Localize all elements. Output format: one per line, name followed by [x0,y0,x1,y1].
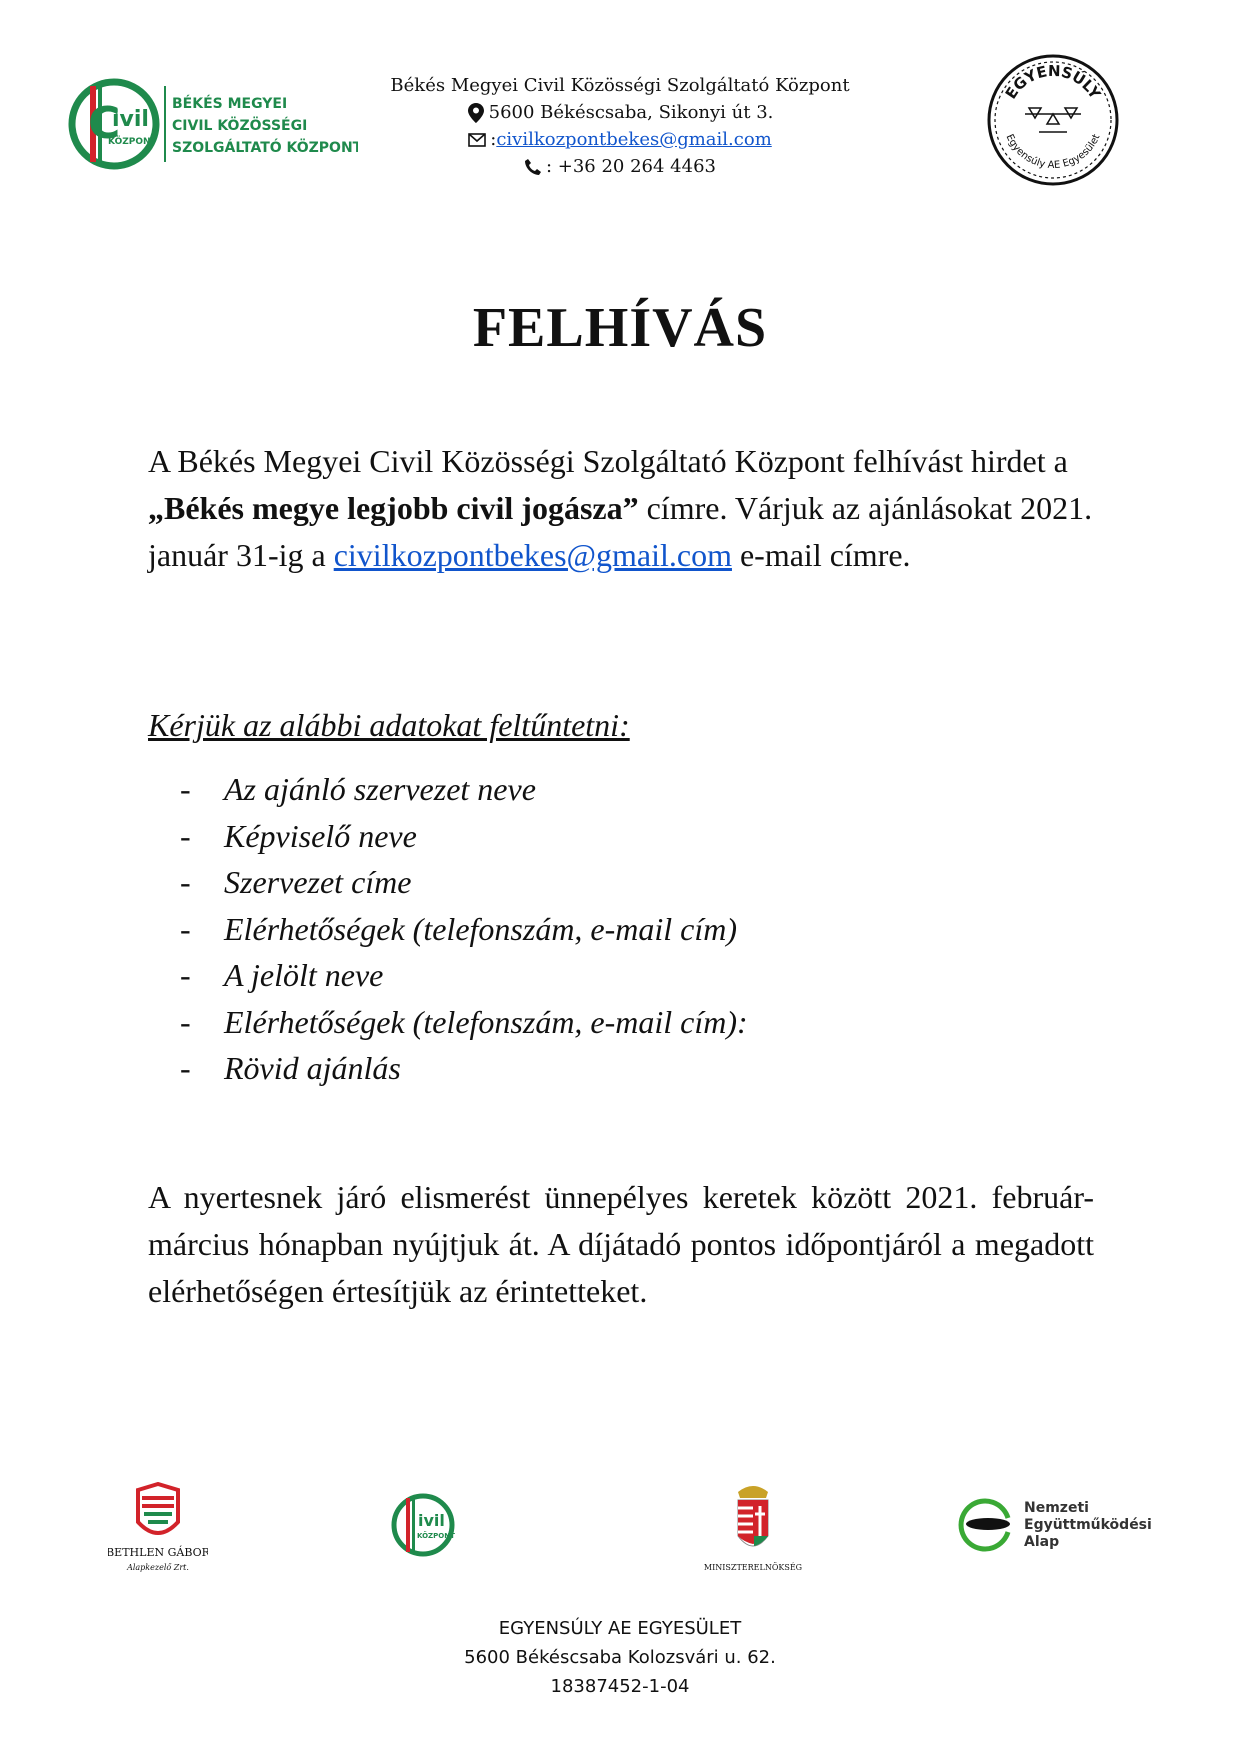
intro-part1: A Békés Megyei Civil Közösségi Szolgáltató Központ felhívást hirdet a [148,443,1068,479]
intro-part3: e-mail címre. [731,537,911,573]
location-pin-icon [467,103,485,123]
small-logo-word: ivil [418,1511,445,1530]
phone-text: : +36 20 264 4463 [545,156,716,177]
list-item: - Elérhetőségek (telefonszám, e-mail cím) [180,910,738,947]
nea-line-3: Alap [1024,1534,1060,1550]
email-row [380,126,860,153]
footer-street: 5600 Békéscsaba Kolozsvári u. 62. [464,1647,776,1668]
award-name: „Békés megye legjobb civil jogásza” [148,490,639,526]
intro-email-link[interactable]: civilkozpontbekes@gmail.com [333,537,732,573]
header-contact [380,72,860,180]
page-title: FELHÍVÁS [472,297,768,359]
logo-sub: KÖZPONT [108,137,157,147]
org-name: Békés Megyei Civil Közösségi Szolgáltató Központ [390,75,850,96]
bethlen-sub: Alapkezelő Zrt. [127,1563,189,1572]
nea-line-1: Nemzeti [1024,1500,1089,1516]
stamp-bottom-text: Egyensúly AE Egyesület [1003,132,1103,172]
svg-text:Egyensúly AE Egyesület [1004,133,1103,171]
phone-row [380,153,860,180]
nea-line-2: Együttműködési [1024,1517,1152,1533]
bethlen-gabor-alap-logo [108,1482,208,1582]
logo-line-3: SZOLGÁLTATÓ KÖZPONT [172,140,358,156]
list-item: - Elérhetőségek (telefonszám, e-mail cím): [180,1003,748,1040]
civil-kozpont-logo [68,78,358,178]
miniszter-name: MINISZTERELNÖKSÉG [703,1563,803,1572]
envelope-icon [468,130,486,150]
closing-paragraph: A nyertesnek járó elismerést ünnepélyes keretek között 2021. február-március hónapban nyújtjuk át. A díjátadó pontos időpontjáról a megadott elérhetőségen értesítjük az érintetteket. [148,1179,1094,1309]
requirements-list [180,766,748,1092]
list-item: - Képviselő neve [180,817,417,854]
footer-tax-id: 18387452-1-04 [550,1676,690,1697]
bethlen-name: BETHLEN GÁBOR [108,1546,208,1559]
address-row [380,99,860,126]
list-item: - Rövid ajánlás [180,1050,401,1086]
nea-logo [958,1494,1158,1556]
egyensuly-stamp [985,52,1121,188]
stamp-top-text: EGYENSÚLY [1001,61,1105,103]
miniszterelnokseg-logo [688,1478,818,1578]
logo-line-1: BÉKÉS MEGYEI [172,96,288,112]
logo-letter: C [88,98,121,149]
header-email-link[interactable]: civilkozpontbekes@gmail.com [496,129,772,150]
logo-word: ivil [112,107,149,132]
logo-line-2: CIVIL KÖZÖSSÉGI [172,118,308,134]
civil-kozpont-logo-small [390,1490,460,1560]
email-prefix: : [490,129,497,150]
list-item: - A jelölt neve [180,957,384,993]
list-item: - Szervezet címe [180,864,412,900]
address-text: 5600 Békéscsaba, Sikonyi út 3. [488,102,774,123]
footer-org: EGYENSÚLY AE EGYESÜLET [498,1618,742,1639]
footer-address [0,1614,1240,1701]
requirements-heading: Kérjük az alábbi adatokat feltűntetni: [148,707,630,743]
intro-paragraph [148,438,1094,579]
small-logo-sub: KÖZPONT [417,1532,455,1540]
intro-part2: címre. Várjuk az ajánlásokat 2021. január 31-ig a [148,490,1093,573]
phone-icon [524,157,542,177]
list-item: - Az ajánló szervezet neve [180,771,536,807]
